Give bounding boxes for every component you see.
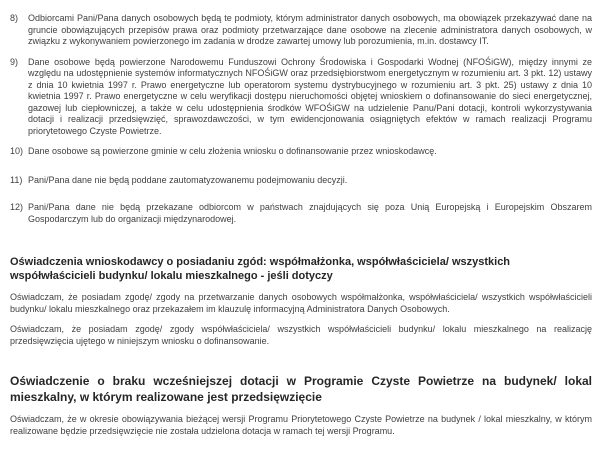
clause-11-number: 11) [10,174,23,185]
clause-10-text: Dane osobowe są powierzone gminie w celu złożenia wniosku o dofinansowanie przez wnioskodawcę. [28,146,437,156]
clause-8-text: Odbiorcami Pani/Pana danych osobowych będą te podmioty, którym administrator danych osobowych, ma obowiązek przekazywać dane na gruncie obowiązujących przepisów prawa oraz podmioty przetwarzające dane osobowe na zlecenie administratora danych osobowych, w związku z wykonywaniem powierzonego im zadania w drodze zawartej umowy lub porozumienia, m.in. dostawcy IT. [28,13,592,46]
clause-12-number: 12) [10,202,24,212]
clause-9-text: Dane osobowe będą powierzone Narodowemu Funduszowi Ochrony Środowiska i Gospodarki Wodnej (NFOŚiGW), między innymi ze względu na udostępnienie systemów informatycznych NFOŚiGW oraz przedsiębiorstwom energetycznym w rozumieniu art. 3 pkt. 12) ustawy z dnia 10 kwietnia 1997 r. Prawo energetyczne lub operatorom systemu dystrybucyjnego w rozumieniu art. 3 pkt. 25) ustawy z dnia 10 kwietnia 1997 r. Prawo energetyczne w celu weryfikacji dostępu nieruchomości objętej wnioskiem o dofinansowanie do sieci energetycznej, gazowej lub ciepłowniczej, a także w celu udostępnienia środków WFOŚiGW na udzielenie Panu/Pani dotacji, kontroli wykorzystywania dotacji i realizacji przedsięwzięć, sprawozdawczości, w tym ewidencjonowania osiągniętych efektów w ramach realizacji Programu priorytetowego Czyste Powietrze. [28,56,592,136]
clause-10-number: 10) [10,146,24,156]
clause-11-text: Pani/Pana dane nie będą poddane zautomatyzowanemu podejmowaniu decyzji. [28,174,348,185]
clause-10 [10,146,592,158]
clause-12-text: Pani/Pana dane nie będą przekazane odbiorcom w państwach znajdujących się poza Unią Europejską i Europejskim Obszarem Gospodarczym lub do organizacji międzynarodowej. [28,202,592,224]
clause-8 [10,13,592,48]
no-prior-grant-heading: Oświadczenie o braku wcześniejszej dotacji w Programie Czyste Powietrze na budynek/ lokal mieszkalny, w którym realizowane jest przedsięwzięcie [10,374,592,404]
clause-9 [10,57,592,138]
clause-8-number: 8) [10,13,19,23]
consents-section-heading: Oświadczenia wnioskodawcy o posiadaniu zgód: współmałżonka, współwłaściciela/ wszystkich współwłaścicieli budynku/ lokalu mieszkalnego - jeśli dotyczy [10,256,511,282]
no-prior-grant-declaration: Oświadczam, że w okresie obowiązywania bieżącej wersji Programu Priorytetowego Czyste Powietrze na budynek / lokal mieszkalny, w którym realizowane będzie przedsięwzięcie nie została udzielona dotacja w ramach tej wersji Programu. [10,414,592,436]
clause-9-number: 9) [10,56,19,67]
consent-declaration-2: Oświadczam, że posiadam zgodę/ zgody współwłaściciela/ wszystkich współwłaścicieli budynku/ lokalu mieszkalnego na realizację przedsięwzięcia ujętego w niniejszym wniosku o dofinansowanie. [10,324,592,346]
clause-12 [10,202,592,225]
consent-declaration-1: Oświadczam, że posiadam zgodę/ zgody na przetwarzanie danych osobowych współmałżonka, współwłaściciela/ wszystkich współwłaścicieli budynku/ lokalu mieszkalnego oraz przekazałem im klauzulę informacyjną Administratora Danych Osobowych. [10,292,592,314]
clause-11 [10,175,592,187]
